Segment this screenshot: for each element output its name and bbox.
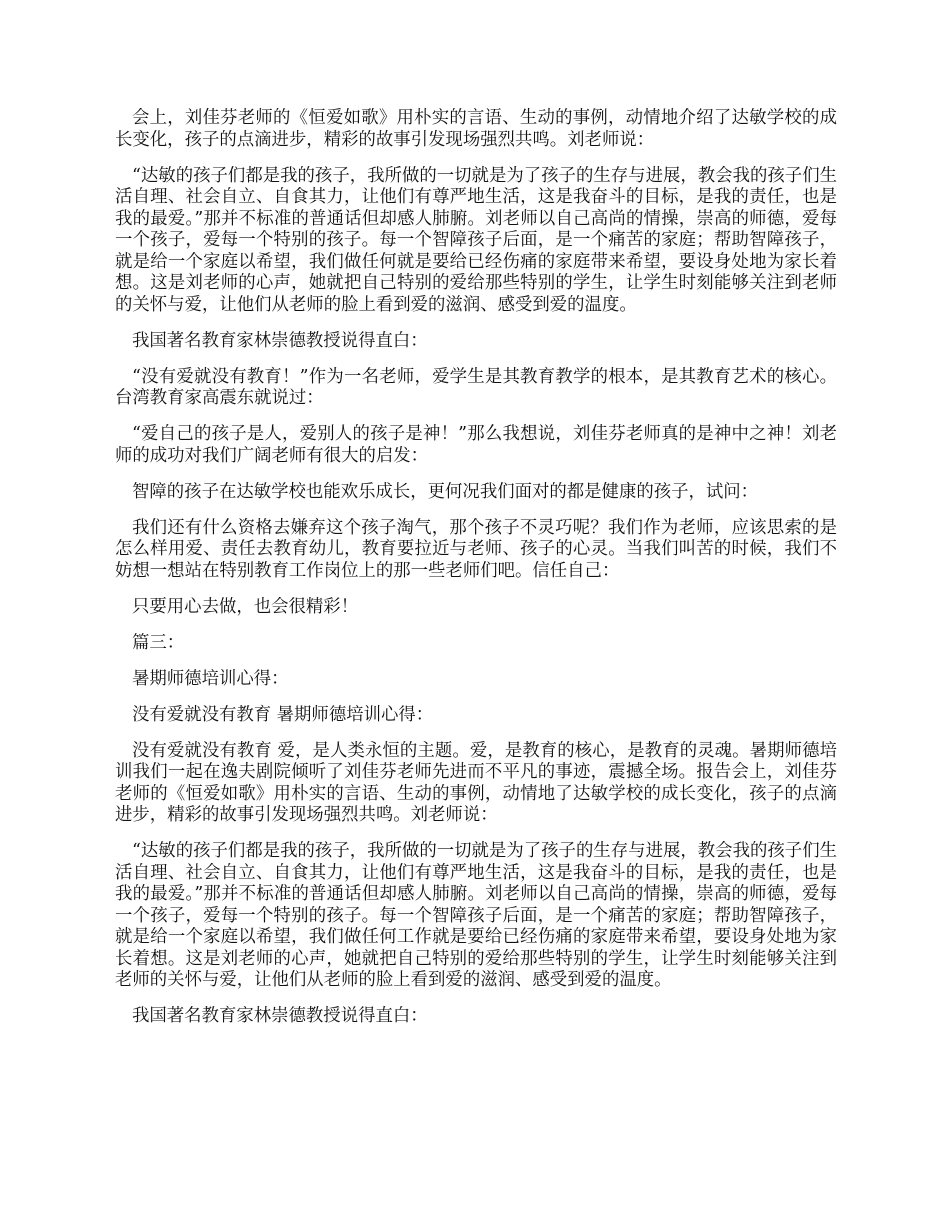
paragraph-8: 只要用心去做，也会很精彩！ <box>132 596 359 617</box>
paragraph-6: 智障的孩子在达敏学校也能欢乐成长，更何况我们面对的都是健康的孩子，试问： <box>132 481 759 502</box>
paragraph-5: “爱自己的孩子是人，爱别人的孩子是神！”那么我想说，刘佳芬老师真的是神中之神！刘老师的成功对我们广阔老师有很大的启发： <box>115 424 837 466</box>
paragraph-2: “达敏的孩子们都是我的孩子，我所做的一切就是为了孩子的生存与进展，教会我的孩子们生活自理、社会自立、自食其力，让他们有尊严地生活，这是我奋斗的目标，是我的责任，也是我的最爱。”那并不标准的普通话但却感人肺腑。刘老师以自己高尚的情操，崇高的师德，爱每一个孩子，爱每一个特别的孩子。每一个智障孩子后面，是一个痛苦的家庭；帮助智障孩子，就是给一个家庭以希望，我们做任何就是要给已经伤痛的家庭带来希望，要设身处地为家长着想。这是刘老师的心声，她就把自己特别的爱给那些特别的学生，让学生时刻能够关注到老师的关怀与爱，让他们从老师的脸上看到爱的滋润、感受到爱的温度。 <box>115 165 837 315</box>
paragraph-14: 我国著名教育家林崇德教授说得直白： <box>132 1006 428 1026</box>
paragraph-7: 我们还有什么资格去嫌弃这个孩子淘气，那个孩子不灵巧呢？我们作为老师，应该思索的是怎么样用爱、责任去教育幼儿，教育要拉近与老师、孩子的心灵。当我们叫苦的时候，我们不妨想一想站在特别教育工作岗位上的那一些老师们吧。信任自己： <box>115 517 837 581</box>
paragraph-10: 暑期师德培训心得： <box>132 668 289 689</box>
paragraph-12: 没有爱就没有教育 爱，是人类永恒的主题。爱，是教育的核心，是教育的灵魂。暑期师德培训我们一起在逸夫剧院倾听了刘佳芬老师先进而不平凡的事迹，震撼全场。报告会上，刘佳芬老师的《恒爱如歌》用朴实的言语、生动的事例，动情地了达敏学校的成长变化，孩子的点滴进步，精彩的故事引发现场强烈共鸣。刘老师说： <box>115 740 837 825</box>
paragraph-4: “没有爱就没有教育！”作为一名老师，爱学生是其教育教学的根本，是其教育艺术的核心。台湾教育家高震东就说过： <box>115 366 837 408</box>
document-body <box>115 108 837 1042</box>
paragraph-13: “达敏的孩子们都是我的孩子，我所做的一切就是为了孩子的生存与进展，教会我的孩子们生活自理、社会自立、自食其力，让他们有尊严地生活，这是我奋斗的目标，是我的责任，也是我的最爱。”那并不标准的普通话但却感人肺腑。刘老师以自己高尚的情操，崇高的师德，爱每一个孩子，爱每一个特别的孩子。每一个智障孩子后面，是一个痛苦的家庭；帮助智障孩子，就是给一个家庭以希望，我们做任何工作就是要给已经伤痛的家庭带来希望，要设身处地为家长着想。这是刘老师的心声，她就把自己特别的爱给那些特别的学生，让学生时刻能够关注到老师的关怀与爱，让他们从老师的脸上看到爱的滋润、感受到爱的温度。 <box>115 841 837 990</box>
section-heading: 篇三： <box>132 632 185 653</box>
paragraph-11: 没有爱就没有教育 暑期师德培训心得： <box>132 704 434 725</box>
paragraph-3: 我国著名教育家林崇德教授说得直白： <box>132 330 428 351</box>
paragraph-1: 会上，刘佳芬老师的《恒爱如歌》用朴实的言语、生动的事例，动情地介绍了达敏学校的成长变化，孩子的点滴进步，精彩的故事引发现场强烈共鸣。刘老师说： <box>115 108 837 150</box>
